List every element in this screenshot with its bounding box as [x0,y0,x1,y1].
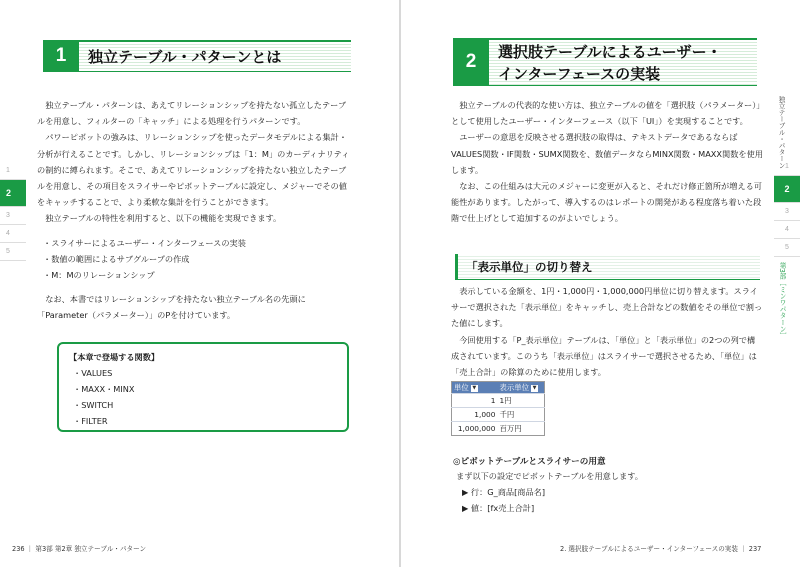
paragraph: 表示している金額を、1円・1,000円・1,000,000円単位に切り替えます。スライサーで選択された「表示単位」をキャッチし、売上合計などの数値をその単位で割った値にします。 [451,286,763,329]
section-header [43,40,351,72]
left-page [0,0,399,567]
paragraph: なお、本書ではリレーションシップを持たない独立テーブル名の先頭に「Parameter（パラメーター）」のPを付けています。 [37,294,306,321]
tab-1[interactable]: 1 [0,162,26,180]
column-header[interactable]: 単位 ▼ [452,382,498,394]
list-item: ▶ 値：[fx売上合計] [462,503,535,514]
section-header [453,38,757,86]
dropdown-icon[interactable]: ▼ [472,384,477,391]
side-part-label: 第3部［ミンワパターン］ [778,262,786,339]
functions-box [57,342,349,432]
side-chapter-label: 独立テーブル・パターン [777,96,785,169]
dropdown-icon[interactable]: ▼ [532,384,537,391]
paragraph: 独立テーブルの代表的な使い方は、独立テーブルの値を「選択肢（パラメーター）」として使用したユーザー・インターフェース（以下「UI」）を実現することです。 [451,100,761,127]
pivot-heading: ◎ピボットテーブルとスライサーの用意 [453,457,606,467]
tab-3[interactable]: 3 [0,207,26,225]
page-footer: 236 ｜ 第3部 第2章 独立テーブル・パターン [12,545,147,553]
function-item: ・VALUES [73,368,113,378]
tab-1[interactable]: 1 [774,158,800,176]
tab-5[interactable]: 5 [774,239,800,257]
paragraph: パワーピボットの強みは、リレーションシップを使ったデータモデルによる集計・分析が行えることです。しかし、リレーションシップは「1：M」のカーディナリティの制約に縛られます。そこで、あえてリレーションシップを持たない独立したテーブルを用意し、その項目をスライサーやピボットテーブルに設定し、メジャーでその値をキャッチすることで、より柔軟な集計を行うことができます。 [37,132,350,208]
list-item: ▶ 行：G_商品[商品名] [462,487,546,498]
paragraph: 独立テーブルの特性を利用すると、以下の機能を実現できます。 [45,213,282,224]
tab-3[interactable]: 3 [774,203,800,221]
tab-5[interactable]: 5 [0,243,26,261]
paragraph: なお、この仕組みは大元のメジャーに変更が入ると、それだけ修正箇所が増える可能性があります。したがって、導入するのはレポートの開発がある程度落ち着いた段階で仕上げとして追加するのがよいでしょう。 [451,181,762,224]
table-row: 1 1円 [452,394,545,408]
tab-4[interactable]: 4 [774,221,800,239]
functions-box-title: 【本章で登場する関数】 [69,352,160,362]
table-row: 1,000,000 百万円 [452,422,545,436]
right-chapter-tabs [774,158,800,257]
tab-4[interactable]: 4 [0,225,26,243]
section-number: 2 [453,38,489,86]
table-row: 1,000 千円 [452,408,545,422]
paragraph: ユーザーの意思を反映させる選択肢の取得は、テキストデータであるならばVALUES関数・IF関数・SUMX関数を、数値データならMINX関数・MAXX関数を使用します。 [451,132,763,175]
subsection-body [451,283,763,380]
unit-table [451,381,545,436]
left-body [37,97,353,324]
page-footer: 2. 選択肢テーブルによるユーザー・インターフェースの実装 ｜ 237 [560,545,762,553]
list-item: ・スライサーによるユーザー・インターフェースの実装 [43,237,246,248]
pivot-body [456,468,756,517]
section-number: 1 [43,40,79,72]
list-item: ・M：Mのリレーションシップ [43,270,155,281]
left-chapter-tabs [0,162,26,261]
paragraph: 独立テーブル・パターンは、あえてリレーションシップを持たない孤立したテーブルを用意し、フィルターの「キャッチ」による処理を行うパターンです。 [37,100,347,127]
function-item: ・MAXX・MINX [73,384,135,394]
column-header[interactable]: 表示単位 ▼ [497,382,544,394]
tab-2[interactable]: 2 [774,176,800,203]
section-title: 選択肢テーブルによるユーザー・ インターフェースの実装 [489,38,757,86]
paragraph: まず以下の設定でピボットテーブルを用意します。 [456,471,643,481]
subsection-title: 「表示単位」の切り替え [455,254,760,280]
function-item: ・SWITCH [73,400,114,410]
right-body [451,97,763,227]
function-item: ・FILTER [73,416,108,426]
list-item: ・数値の範囲によるサブグループの作成 [43,253,190,264]
paragraph: 今回使用する「P_表示単位」テーブルは、「単位」と「表示単位」の2つの列で構成されています。このうち「表示単位」はスライサーで選択させるため、「単位」は「売上合計」の除算のために使用します。 [451,334,757,378]
section-title: 独立テーブル・パターンとは [79,40,351,72]
tab-2[interactable]: 2 [0,180,26,207]
